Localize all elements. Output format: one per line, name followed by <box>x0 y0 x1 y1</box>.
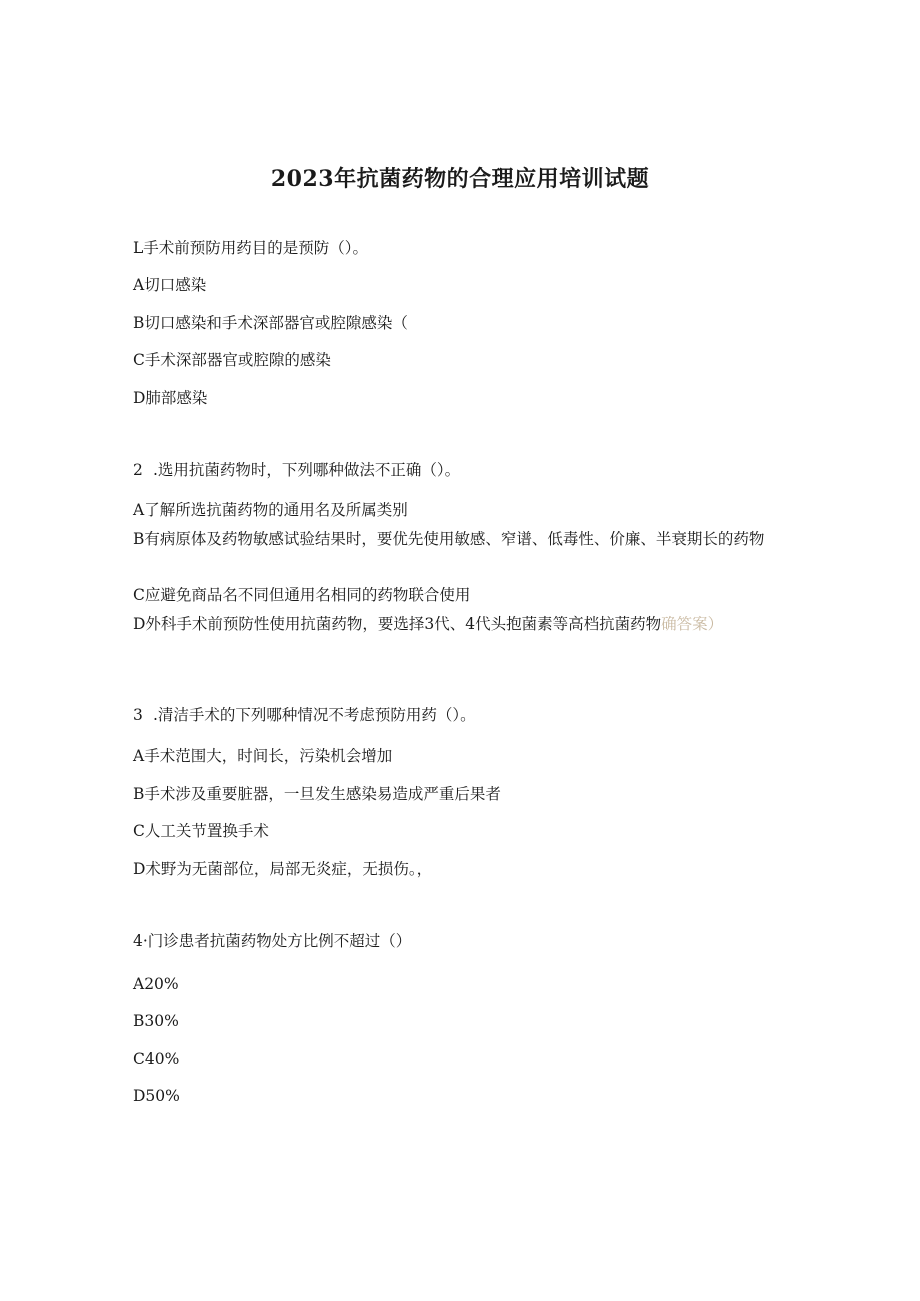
question-4-number: 4· <box>133 932 148 950</box>
question-3-stem <box>133 704 793 726</box>
question-1-option-d: D肺部感染 <box>133 389 208 407</box>
question-1-option-c: C手术深部器官或腔隙的感染 <box>133 351 331 369</box>
question-2-text: .选用抗菌药物时，下列哪种做法不正确（）。 <box>153 461 461 479</box>
question-1-option-a: A切口感染 <box>133 276 207 294</box>
question-3-option-b: B手术涉及重要脏器，一旦发生感染易造成严重后果者 <box>133 785 501 803</box>
question-4-stem <box>133 930 793 952</box>
question-4-option-d: D50% <box>133 1087 180 1105</box>
question-3-number: 3 <box>133 706 143 724</box>
question-2-option-a: A了解所选抗菌药物的通用名及所属类别 <box>133 501 408 519</box>
question-1-option-b: B切口感染和手术深部器官或腔隙感染（ <box>133 314 408 332</box>
question-3-option-d: D术野为无菌部位，局部无炎症，无损伤。， <box>133 860 433 878</box>
question-3-option-a: A手术范围大，时间长，污染机会增加 <box>133 747 393 765</box>
faded-answer-note: 确答案） <box>661 615 724 633</box>
question-2-option-c: C应避免商品名不同但通用名相同的药物联合使用 <box>133 586 471 604</box>
question-2-stem <box>133 459 793 481</box>
question-4-option-b: B30% <box>133 1012 179 1030</box>
question-4-text: 门诊患者抗菌药物处方比例不超过（） <box>147 932 412 950</box>
page-title: 2023年抗菌药物的合理应用培训试题 <box>270 166 650 192</box>
question-2-option-b: B有病原体及药物敏感试验结果时，要优先使用敏感、窄谱、低毒性、价廉、半衰期长的药物 <box>133 530 765 548</box>
question-1-text: 手术前预防用药目的是预防（）。 <box>143 239 369 257</box>
question-3-option-c: C人工关节置换手术 <box>133 822 269 840</box>
question-3-text: .清洁手术的下列哪种情况不考虑预防用药（）。 <box>153 706 476 724</box>
question-1-number: L <box>133 239 144 257</box>
question-2-option-d <box>133 613 763 635</box>
question-4-option-a: A20% <box>133 975 179 993</box>
question-4-option-c: C40% <box>133 1050 180 1068</box>
question-2-option-d-text: D外科手术前预防性使用抗菌药物，要选择3代、4代头抱菌素等高档抗菌药物 <box>133 615 662 633</box>
question-2-number: 2 <box>133 461 143 479</box>
question-1-stem <box>133 237 793 259</box>
